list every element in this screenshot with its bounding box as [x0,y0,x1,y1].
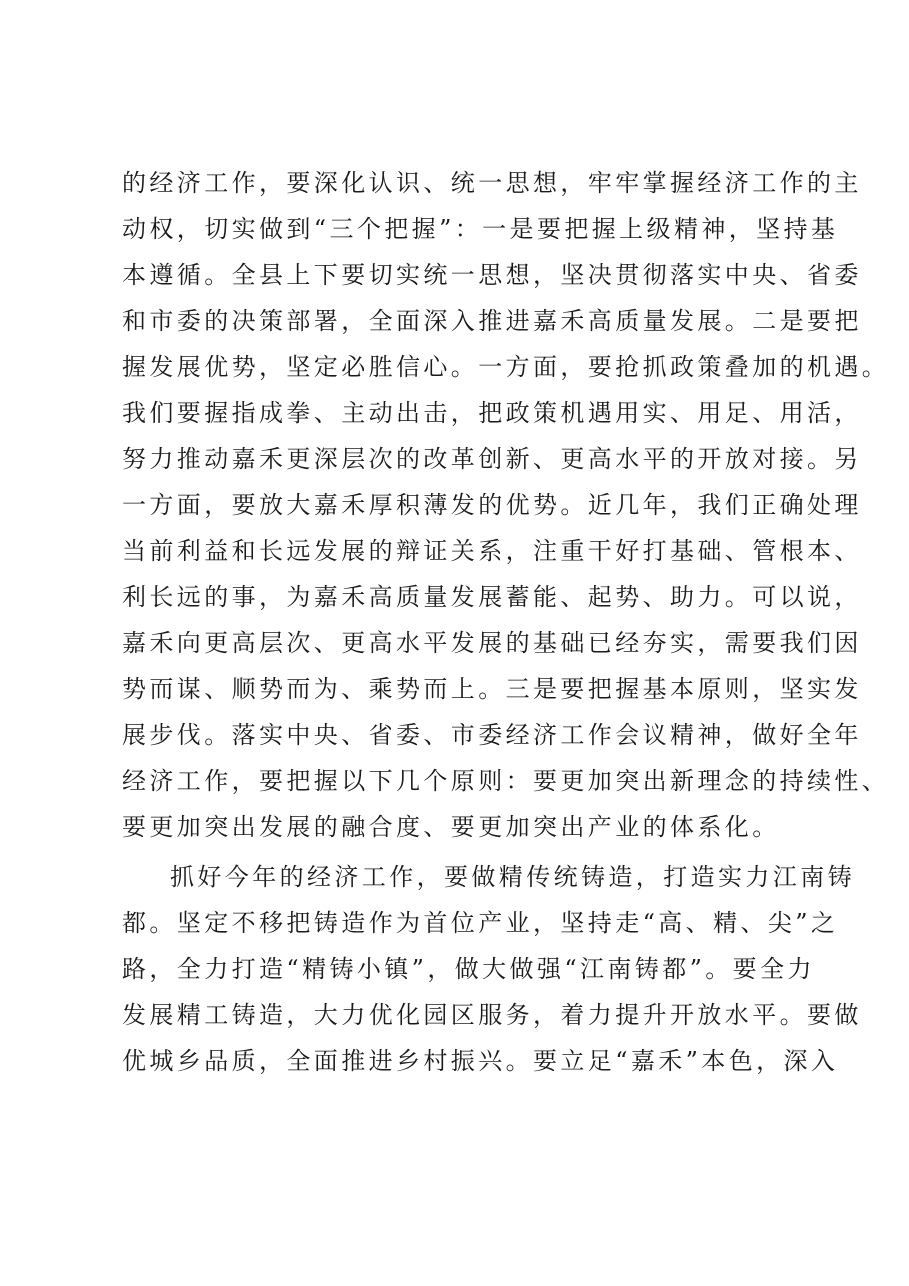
text-line: 要更加突出发展的融合度、要更加突出产业的体系化。 [122,813,780,841]
text-line: 利长远的事，为嘉禾高质量发展蓄能、起势、助力。可以说， [122,583,862,611]
text-line: 和市委的决策部署，全面深入推进嘉禾高质量发展。二是要把 [122,307,862,335]
text-line: 经济工作，要把握以下几个原则：要更加突出新理念的持续性、 [122,767,890,795]
text-line: 都。坚定不移把铸造作为首位产业，坚持走“高、精、尖”之 [122,909,839,937]
text-line: 动权，切实做到“三个把握”：一是要把握上级精神，坚持基 [122,215,839,243]
text-line: 展步伐。落实中央、省委、市委经济工作会议精神，做好全年 [122,721,862,749]
paragraph-first-line: 抓好今年的经济工作，要做精传统铸造，打造实力江南铸 [170,863,855,891]
text-line: 嘉禾向更高层次、更高水平发展的基础已经夯实，需要我们因 [122,629,862,657]
text-line: 的经济工作，要深化认识、统一思想，牢牢掌握经济工作的主 [122,169,862,197]
text-line: 握发展优势，坚定必胜信心。一方面，要抢抓政策叠加的机遇。 [122,353,890,381]
text-line: 势而谋、顺势而为、乘势而上。三是要把握基本原则，坚实发 [122,675,862,703]
text-line: 发展精工铸造，大力优化园区服务，着力提升开放水平。要做 [122,1001,862,1029]
text-line: 努力推动嘉禾更深层次的改革创新、更高水平的开放对接。另 [122,445,862,473]
text-line: 我们要握指成拳、主动出击，把政策机遇用实、用足、用活， [122,399,862,427]
text-line: 一方面，要放大嘉禾厚积薄发的优势。近几年，我们正确处理 [122,491,862,519]
text-line: 当前利益和长远发展的辩证关系，注重干好打基础、管根本、 [122,537,862,565]
text-line: 优城乡品质，全面推进乡村振兴。要立足“嘉禾”本色，深入 [122,1047,839,1075]
text-line: 本遵循。全县上下要切实统一思想，坚决贯彻落实中央、省委 [122,261,862,289]
text-line: 路，全力打造“精铸小镇”，做大做强“江南铸都”。要全力 [122,955,815,983]
